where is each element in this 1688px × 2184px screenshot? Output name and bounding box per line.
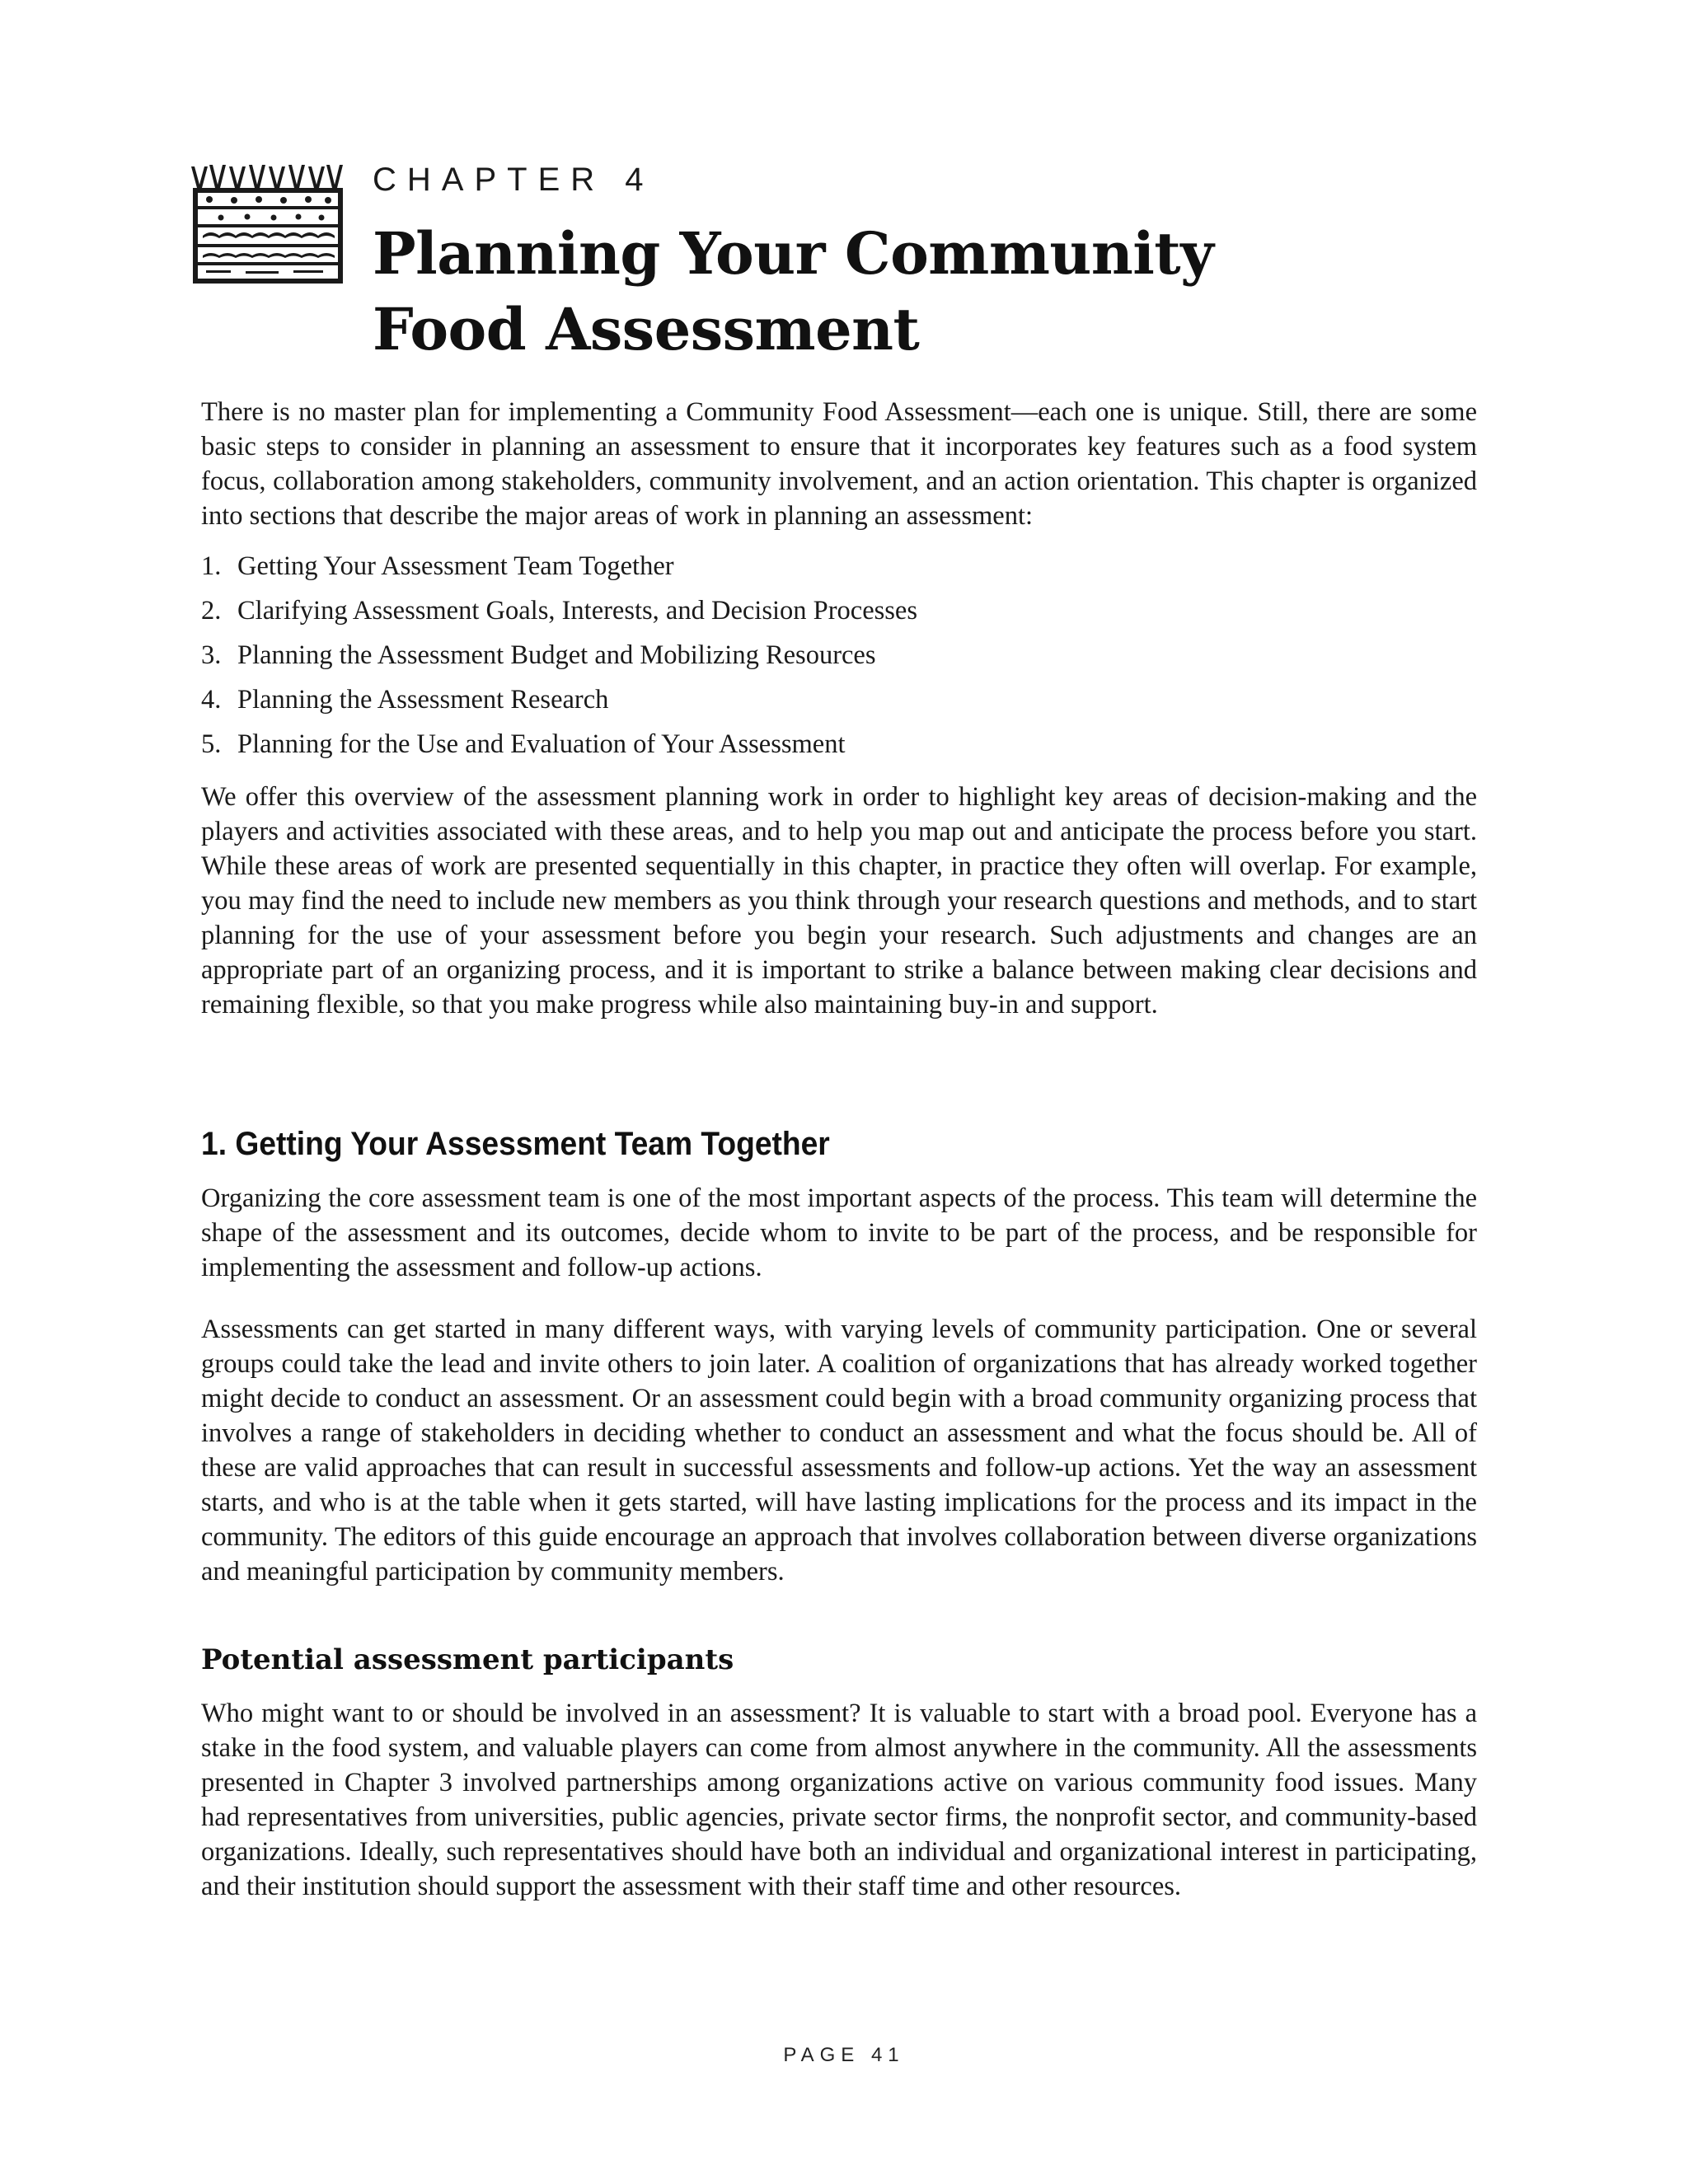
list-item: 5. Planning for the Use and Evaluation of Your Assessment xyxy=(201,729,846,759)
list-item: 1. Getting Your Assessment Team Together xyxy=(201,551,674,581)
list-item: 2. Clarifying Assessment Goals, Interests, and Decision Processes xyxy=(201,596,918,626)
chapter-label: CHAPTER 4 xyxy=(373,162,654,198)
participants-paragraph: Who might want to or should be involved in an assessment? It is valuable to start with a broad pool. Everyone has a stake in the food system, and valuable players can come from almost anywhere in the community. All the assessments presented in Chapter 3 involved partnerships among organizations active on various community food issues. Many had representatives from universities, public agencies, private sector firms, the nonprofit sector, and community-based organizations. Ideally, such representatives should have both an individual and organizational interest in participating, and their institution should support the assessment with their staff time and other resources. xyxy=(201,1699,1477,1901)
team-paragraph-1: Organizing the core assessment team is one of the most important aspects of the process. This team will determine the shape of the assessment and its outcomes, decide whom to invite to be part of the process, and be responsible for implementing the assessment and follow-up actions. xyxy=(201,1183,1477,1282)
subheading: Potential assessment participants xyxy=(201,1643,734,1676)
section-heading: 1. Getting Your Assessment Team Together xyxy=(201,1126,830,1162)
planning-areas-list xyxy=(201,544,917,766)
chapter-title xyxy=(373,216,1213,368)
page-number: PAGE 41 xyxy=(783,2044,905,2066)
intro-paragraph: There is no master plan for implementing a Community Food Assessment—each one is unique. Still, there are some basic steps to consider in planning an assessment to ensure that it incorporates key features such as a food system focus, collaboration among stakeholders, community involvement, and an action orientation. This chapter is organized into sections that describe the major areas of work in planning an assessment: xyxy=(201,397,1477,531)
title-line-2: Food Assessment xyxy=(373,295,920,363)
garden-plot-icon xyxy=(191,163,345,288)
list-item: 3. Planning the Assessment Budget and Mobilizing Resources xyxy=(201,640,876,670)
team-paragraph-2: Assessments can get started in many different ways, with varying levels of community participation. One or several groups could take the lead and invite others to join later. A coalition of organizations that has already worked together might decide to conduct an assessment. Or an assessment could begin with a broad community organizing process that involves a range of stakeholders in deciding whether to conduct an assessment and what the focus should be. All of these are valid approaches that can result in successful assessments and follow-up actions. Yet the way an assessment starts, and who is at the table when it gets started, will have lasting implications for the process and its impact in the community. The editors of this guide encourage an approach that involves collaboration between diverse organizations and meaningful participation by community members. xyxy=(201,1315,1477,1586)
list-item: 4. Planning the Assessment Research xyxy=(201,685,609,715)
overview-paragraph: We offer this overview of the assessment planning work in order to highlight key areas of decision-making and the players and activities associated with these areas, and to help you map out and anticipate the process before you start. While these areas of work are presented sequentially in this chapter, in practice they often will overlap. For example, you may find the need to include new members as you think through your research questions and methods, and to start planning for the use of your assessment before you begin your research. Such adjustments and changes are an appropriate part of an organizing process, and it is important to strike a balance between making clear decisions and remaining flexible, so that you make progress while also maintaining buy-in and support. xyxy=(201,782,1477,1019)
title-line-1: Planning Your Community xyxy=(373,219,1214,288)
